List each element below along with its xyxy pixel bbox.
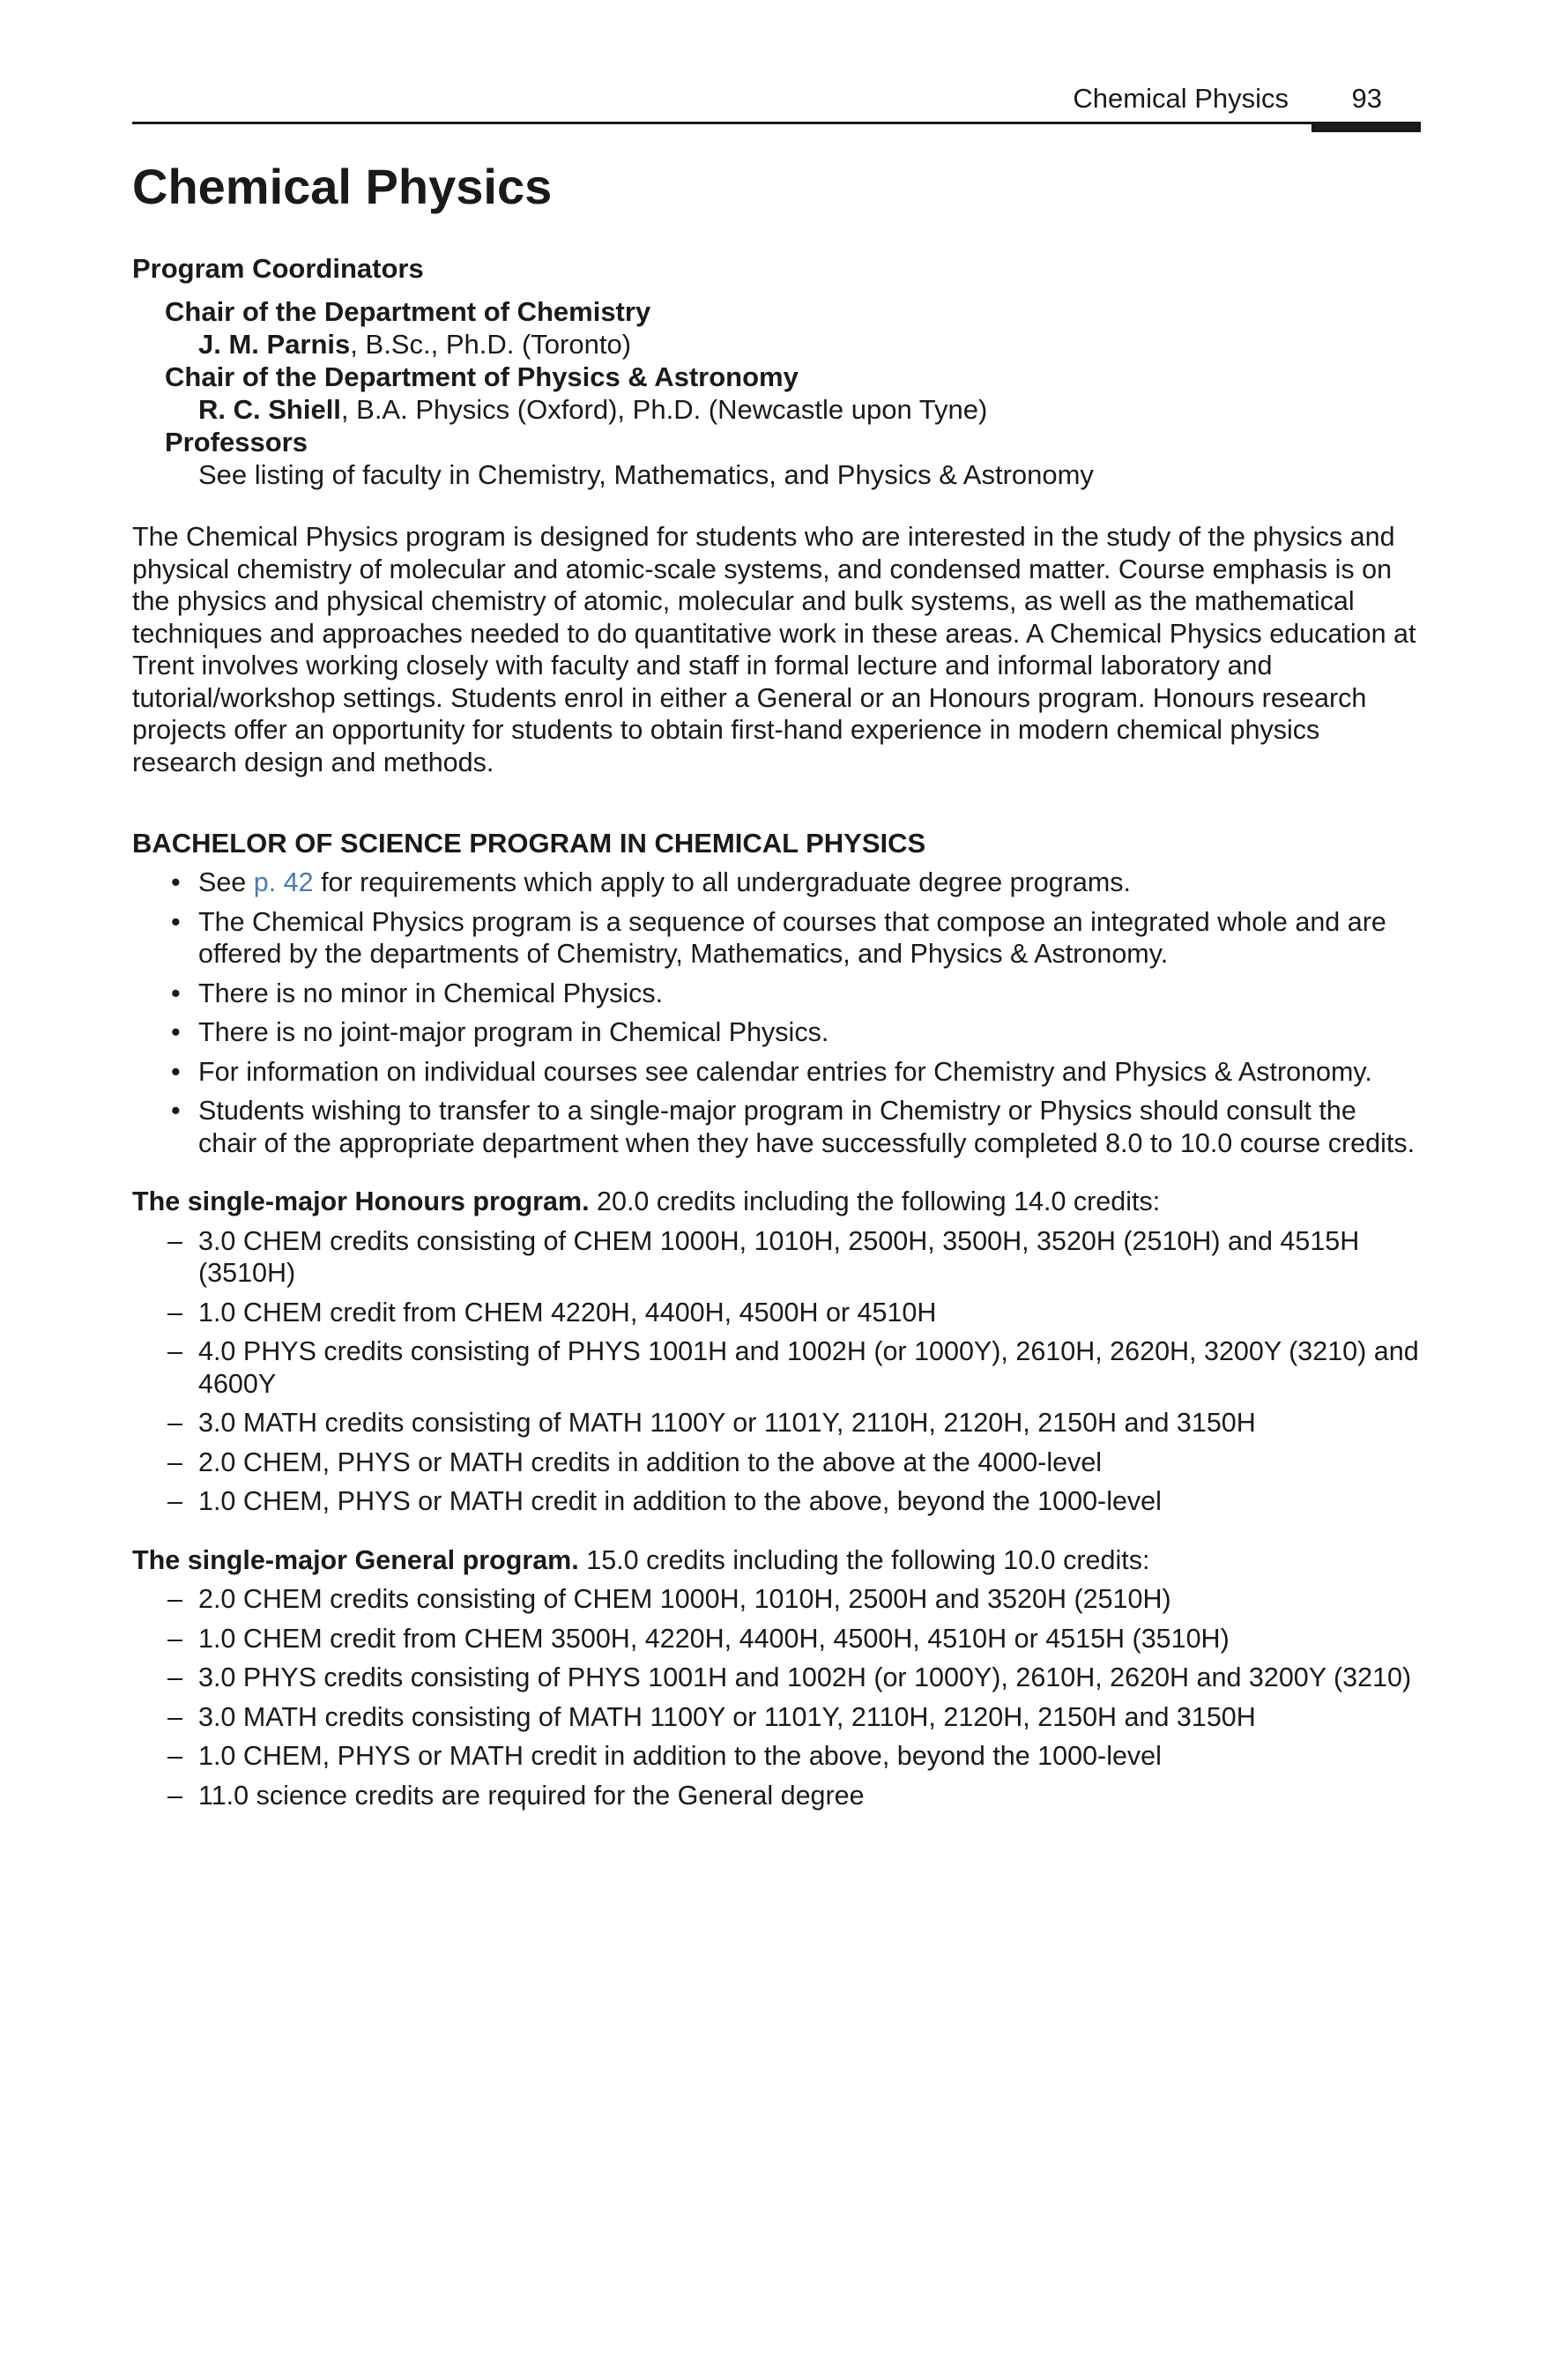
bullet-mark: • xyxy=(171,1017,181,1047)
professors-text: See listing of faculty in Chemistry, Mathematics, and Physics & Astronomy xyxy=(198,459,1094,490)
list-item xyxy=(132,1447,1421,1479)
dash-mark: – xyxy=(167,1225,182,1256)
list-item-text: 1.0 CHEM, PHYS or MATH credit in addition to the above, beyond the 1000-level xyxy=(198,1486,1162,1516)
bullet-mark: • xyxy=(171,906,181,937)
list-item xyxy=(132,866,1421,899)
list-item-text: 3.0 MATH credits consisting of MATH 1100Y or 1101Y, 2110H, 2120H, 2150H and 3150H xyxy=(198,1408,1256,1438)
list-item-text: 2.0 CHEM, PHYS or MATH credits in addition to the above at the 4000-level xyxy=(198,1447,1103,1477)
coordinator-name: R. C. Shiell xyxy=(198,394,341,425)
list-item xyxy=(132,978,1421,1010)
general-program-heading xyxy=(132,1544,1421,1577)
bullet-mark: • xyxy=(171,867,181,897)
list-item xyxy=(132,1583,1421,1616)
list-item-text: 1.0 CHEM credit from CHEM 4220H, 4400H, 4500H or 4510H xyxy=(198,1297,937,1328)
list-item xyxy=(132,1701,1421,1734)
bullet-mark: • xyxy=(171,1056,181,1087)
page-title: Chemical Physics xyxy=(132,159,553,214)
bsc-bullet-list xyxy=(132,866,1421,1159)
running-header xyxy=(132,78,1421,130)
dash-mark: – xyxy=(167,1297,182,1328)
running-header-title: Chemical Physics xyxy=(1073,83,1289,114)
list-item xyxy=(132,1335,1421,1400)
list-item-text: 3.0 MATH credits consisting of MATH 1100Y or 1101Y, 2110H, 2120H, 2150H and 3150H xyxy=(198,1701,1256,1732)
professors-heading: Professors xyxy=(165,427,308,457)
page-42-link[interactable]: p. 42 xyxy=(253,867,314,897)
coordinator-role-chemistry: Chair of the Department of Chemistry xyxy=(165,296,651,327)
list-item-text: There is no minor in Chemical Physics. xyxy=(198,978,664,1008)
list-item-text: 1.0 CHEM credit from CHEM 3500H, 4220H, 4400H, 4500H, 4510H or 4515H (3510H) xyxy=(198,1623,1230,1654)
list-item xyxy=(132,1623,1421,1655)
honours-program-summary: 20.0 credits including the following 14.0 credits: xyxy=(589,1186,1161,1216)
dash-mark: – xyxy=(167,1623,182,1654)
list-item-text: See xyxy=(198,867,254,897)
dash-mark: – xyxy=(167,1741,182,1771)
list-item-text: 3.0 PHYS credits consisting of PHYS 1001H and 1002H (or 1000Y), 2610H, 2620H and 3200Y (3210) xyxy=(198,1662,1412,1692)
list-item-text: 1.0 CHEM, PHYS or MATH credit in addition to the above, beyond the 1000-level xyxy=(198,1741,1162,1771)
list-item xyxy=(132,1740,1421,1773)
bullet-mark: • xyxy=(171,978,181,1008)
coordinator-name: J. M. Parnis xyxy=(198,329,351,360)
coordinator-credentials: , B.A. Physics (Oxford), Ph.D. (Newcastle upon Tyne) xyxy=(340,394,988,425)
list-item xyxy=(132,1297,1421,1329)
general-program-summary: 15.0 credits including the following 10.0 credits: xyxy=(578,1544,1150,1575)
list-item-text: 2.0 CHEM credits consisting of CHEM 1000H, 1010H, 2500H and 3520H (2510H) xyxy=(198,1584,1171,1614)
dash-mark: – xyxy=(167,1447,182,1477)
general-requirements-list xyxy=(132,1583,1421,1811)
honours-program-label: The single-major Honours program. xyxy=(132,1186,590,1216)
dash-mark: – xyxy=(167,1486,182,1516)
bullet-mark: • xyxy=(171,1096,181,1126)
list-item xyxy=(132,1016,1421,1049)
list-item xyxy=(132,1780,1421,1812)
page-number: 93 xyxy=(1351,83,1382,114)
dash-mark: – xyxy=(167,1662,182,1692)
list-item-text: 3.0 CHEM credits consisting of CHEM 1000H, 1010H, 2500H, 3500H, 3520H (2510H) and 4515H (3510H) xyxy=(198,1225,1360,1288)
bsc-section-heading: BACHELOR OF SCIENCE PROGRAM IN CHEMICAL PHYSICS xyxy=(132,828,926,859)
coordinators-heading: Program Coordinators xyxy=(132,253,424,284)
list-item xyxy=(132,1056,1421,1089)
list-item xyxy=(132,906,1421,971)
dash-mark: – xyxy=(167,1701,182,1732)
list-item-text: 11.0 science credits are required for the General degree xyxy=(198,1780,865,1811)
header-tab-marker xyxy=(1312,122,1421,132)
honours-program-heading xyxy=(132,1186,1421,1218)
list-item-text: Students wishing to transfer to a single-major program in Chemistry or Physics should consult the chair of the appropriate department when they have successfully completed 8.0 to 10.0 course credits. xyxy=(198,1096,1416,1158)
coordinator-credentials: , B.Sc., Ph.D. (Toronto) xyxy=(350,329,632,360)
dash-mark: – xyxy=(167,1780,182,1811)
list-item xyxy=(132,1225,1421,1290)
list-item-text: For information on individual courses see calendar entries for Chemistry and Physics & Astronomy. xyxy=(198,1056,1372,1087)
dash-mark: – xyxy=(167,1336,182,1366)
intro-paragraph: The Chemical Physics program is designed for students who are interested in the study of the physics and physical chemistry of molecular and atomic-scale systems, and condensed matter. Course emphasis is on the physics and physical chemistry of atomic, molecular and bulk systems, as well as the mathematical techniques and approaches needed to do quantitative work in these areas. A Chemical Physics education at Trent involves working closely with faculty and staff in formal lecture and informal laboratory and tutorial/workshop settings. Students enrol in either a General or an Honours program. Honours research projects offer an opportunity for students to obtain first-hand experience in modern chemical physics research design and methods. xyxy=(132,522,1416,777)
list-item-text: The Chemical Physics program is a sequence of courses that compose an integrated whole and are offered by the departments of Chemistry, Mathematics, and Physics & Astronomy. xyxy=(198,906,1386,969)
coordinator-role-physics: Chair of the Department of Physics & Astronomy xyxy=(165,361,799,392)
list-item xyxy=(132,1407,1421,1439)
list-item xyxy=(132,1662,1421,1694)
page-content xyxy=(132,148,1421,1811)
honours-requirements-list xyxy=(132,1225,1421,1518)
list-item-text: for requirements which apply to all undergraduate degree programs. xyxy=(313,867,1131,897)
program-coordinators xyxy=(132,252,1421,491)
header-rule xyxy=(132,122,1421,124)
list-item-text: There is no joint-major program in Chemical Physics. xyxy=(198,1017,829,1047)
dash-mark: – xyxy=(167,1408,182,1438)
list-item xyxy=(132,1485,1421,1518)
coordinator-person-physics xyxy=(198,393,1421,426)
list-item-text: 4.0 PHYS credits consisting of PHYS 1001H and 1002H (or 1000Y), 2610H, 2620H, 3200Y (3210) and 4600Y xyxy=(198,1336,1419,1399)
dash-mark: – xyxy=(167,1584,182,1614)
general-program-label: The single-major General program. xyxy=(132,1544,579,1575)
coordinator-person-chemistry xyxy=(198,328,1421,361)
list-item xyxy=(132,1095,1421,1159)
